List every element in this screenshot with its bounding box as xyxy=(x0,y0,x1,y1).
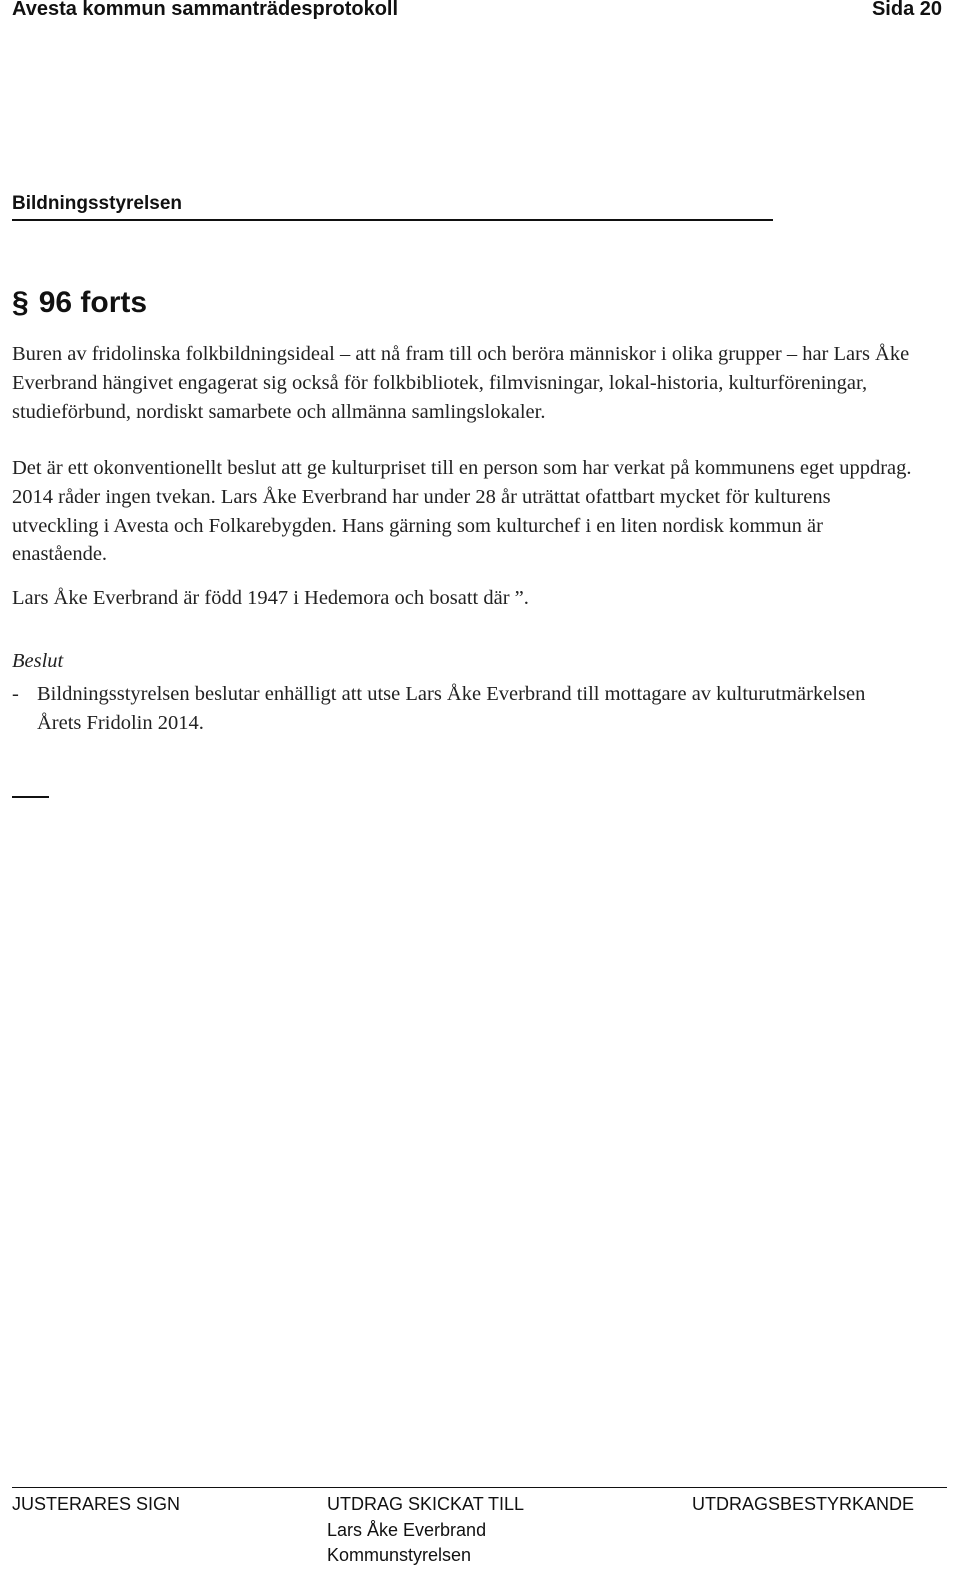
decision-bullet: - xyxy=(12,683,19,705)
committee-name: Bildningsstyrelsen xyxy=(12,193,182,214)
end-rule xyxy=(12,796,49,798)
page-number: Sida 20 xyxy=(871,0,942,20)
decision-item xyxy=(12,680,912,738)
body-paragraph-1: Buren av fridolinska folkbildningsideal – att nå fram till och beröra människor i olika grupper – har Lars Åke Everbrand hängivet engagerat sig också för folkbibliotek, filmvisningar, lokal-historia, kulturföreningar, studieförbund, nordiskt samarbete och allmänna samlingslokaler. xyxy=(12,343,910,423)
body-paragraph-2: Det är ett okonventionellt beslut att ge kulturpriset till en person som har verkat på kommunens eget uppdrag. 2014 råder ingen tvekan. Lars Åke Everbrand har under 28 år uträttat ofattbart mycket för kulturens utveckling i Avesta och Folkarebygden. Hans gärning som kulturchef i en liten nordisk kommun är enastående. xyxy=(12,457,912,566)
document-header-title: Avesta kommun sammanträdesprotokoll xyxy=(12,0,399,20)
section-heading xyxy=(12,286,147,320)
footer-certify-label: UTDRAGSBESTYRKANDE xyxy=(692,1494,915,1514)
decision-text: Bildningsstyrelsen beslutar enhälligt att utse Lars Åke Everbrand till mottagare av kulturutmärkelsen Årets Fridolin 2014. xyxy=(37,683,866,734)
footer-divider xyxy=(12,1487,947,1488)
footer-recipient: Lars Åke Everbrand xyxy=(327,1520,487,1540)
footer-sign-label: JUSTERARES SIGN xyxy=(12,1494,181,1514)
footer-recipient: Kommunstyrelsen xyxy=(327,1545,472,1565)
section-title: 96 forts xyxy=(38,286,148,319)
decision-heading: Beslut xyxy=(12,650,64,672)
section-symbol: § xyxy=(12,286,29,319)
committee-underline xyxy=(12,219,773,221)
body-paragraph-3: Lars Åke Everbrand är född 1947 i Hedemora och bosatt där ”. xyxy=(12,587,529,609)
footer-sent-label: UTDRAG SKICKAT TILL xyxy=(327,1494,525,1514)
